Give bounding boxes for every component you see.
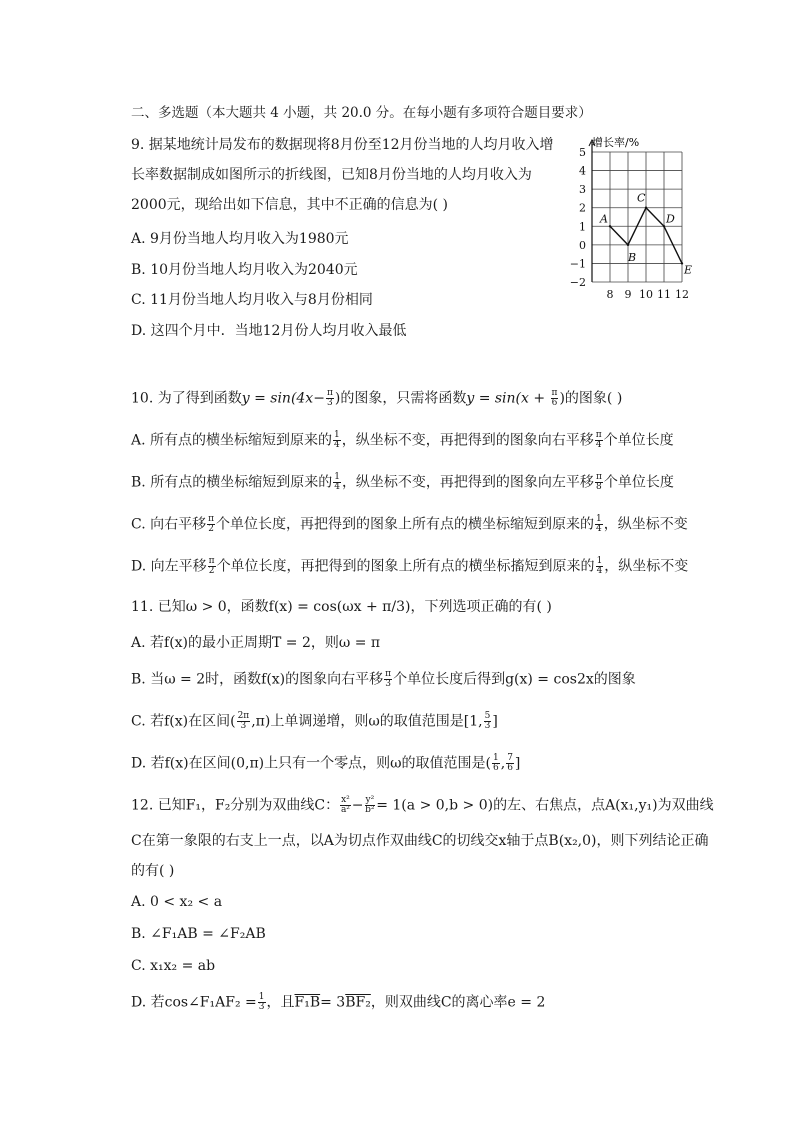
data-point (681, 262, 683, 264)
q12-stem-line2: C在第一象限的右支上一点，以A为切点作双曲线C的切线交x轴于点B(x₂,0)，则下列结论正确 (131, 833, 709, 849)
x-tick-label: 12 (675, 288, 689, 301)
q11-option-a: A. 若f(x)的最小正周期T = 2，则ω = π (131, 635, 381, 651)
q12-option-b: B. ∠F₁AB = ∠F₂AB (131, 926, 266, 942)
y-tick-label: 4 (579, 164, 586, 178)
y-tick-label: 0 (579, 238, 586, 252)
y-tick-label: 2 (579, 201, 586, 215)
y-tick-label: −2 (569, 276, 586, 289)
point-label: B (628, 250, 637, 264)
q12-option-a: A. 0 < x₂ < a (131, 894, 223, 910)
x-tick-label: 9 (624, 288, 632, 301)
q9-option-d: D. 这四个月中．当地12月份人均月收入最低 (131, 323, 407, 339)
q9-stem-line3: 2000元，现给出如下信息，其中不正确的信息为( ) (131, 197, 449, 213)
y-tick-label: 1 (579, 220, 586, 234)
data-point (663, 225, 665, 227)
q9-stem-line2: 长率数据制成如图所示的折线图，已知8月份当地的人均月收入为 (131, 167, 532, 183)
q9-option-b: B. 10月份当地人均月收入为2040元 (131, 262, 358, 278)
q10-stem: 10. 为了得到函数y = sin(4x− $\frac{\pi}{3}$ )的图象，只需将函数y = sin(x + $\frac{\pi}{6}$ )的图象( ) (131, 388, 623, 408)
data-point (627, 244, 629, 246)
vector-bf2: BF₂ (345, 994, 371, 1011)
y-tick-label: 3 (579, 183, 586, 197)
point-label: D (666, 212, 675, 226)
q10-option-b: B. 所有点的横坐标缩短到原来的 $\frac{1}{4}$ ，纵坐标不变，再把得到的图象向左平移 $\frac{\pi}{8}$ 个单位长度 (131, 472, 674, 492)
q11-option-b: B. 当ω = 2时，函数f(x)的图象向右平移 $\frac{\pi}{3}$ 个单位长度后得到g(x) = cos2x的图象 (131, 669, 636, 689)
q12-option-d: D. 若cos∠F₁AF₂ = $\frac{1}{3}$ ，且F₁B= 3BF₂，则双曲线C的离心率e = 2 (131, 992, 546, 1012)
section-heading: 二、多选题（本大题共 4 小题，共 20.0 分。在每小题有多项符合题目要求） (131, 105, 592, 121)
q11-stem: 11. 已知ω > 0，函数f(x) = cos(ωx + π/3)，下列选项正确的有( ) (131, 599, 552, 615)
q10-option-d: D. 向左平移 $\frac{\pi}{2}$ 个单位长度，再把得到的图象上所有点的横坐标搐短到原来的 $\frac{1}{4}$ ，纵坐标不变 (131, 556, 689, 576)
x-tick-label: 10 (639, 288, 653, 301)
data-point (645, 207, 647, 209)
vector-f1b: F₁B (294, 994, 321, 1011)
q11-option-c: C. 若f(x)在区间( $\frac{2\pi}{3}$ ,π)上单调递增，则ω的取值范围是[1, $\frac{5}{3}$ ] (131, 711, 498, 731)
q11-option-d: D. 若f(x)在区间(0,π)上只有一个零点，则ω的取值范围是( $\frac{1}{6}$ , $\frac{7}{6}$ ] (131, 753, 521, 773)
point-label: A (600, 212, 608, 226)
point-label: E (684, 263, 693, 277)
q10-option-a: A. 所有点的横坐标缩短到原来的 $\frac{1}{4}$ ，纵坐标不变，再把得到的图象向右平移 $\frac{\pi}{4}$ 个单位长度 (131, 430, 674, 450)
point-label: C (637, 191, 646, 205)
data-point (609, 225, 611, 227)
q12-option-c: C. x₁x₂ = ab (131, 958, 216, 974)
q9-option-a: A. 9月份当地人均月收入为1980元 (131, 231, 349, 247)
growth-rate-line-chart (568, 132, 693, 302)
x-tick-label: 8 (606, 288, 614, 301)
q9-stem-line1: 9. 据某地统计局发布的数据现将8月份至12月份当地的人均月收入增 (131, 137, 554, 153)
x-tick-label: 11 (657, 288, 671, 301)
y-tick-label: −1 (569, 257, 586, 271)
chart-axes (589, 140, 595, 282)
q10-option-c: C. 向右平移 $\frac{\pi}{2}$ 个单位长度，再把得到的图象上所有点的横坐标缩短到原来的 $\frac{1}{4}$ ，纵坐标不变 (131, 514, 688, 534)
q12-stem-line3: 的有( ) (131, 863, 175, 879)
q12-stem-line1: 12. 已知F₁，F₂分别为双曲线C： $\frac{\text{x²}}{\text{a²}}$ − $\frac{\text{y²}}{\text{b²}}$ = 1(a > 0,b > 0)的左、右焦点，点A(x₁,y₁)为双曲线 (131, 795, 714, 815)
y-tick-label: 5 (579, 146, 586, 159)
q9-option-c: C. 11月份当地人均月收入与8月份相同 (131, 292, 373, 308)
chart-ylabel: 增长率/% (592, 136, 640, 149)
